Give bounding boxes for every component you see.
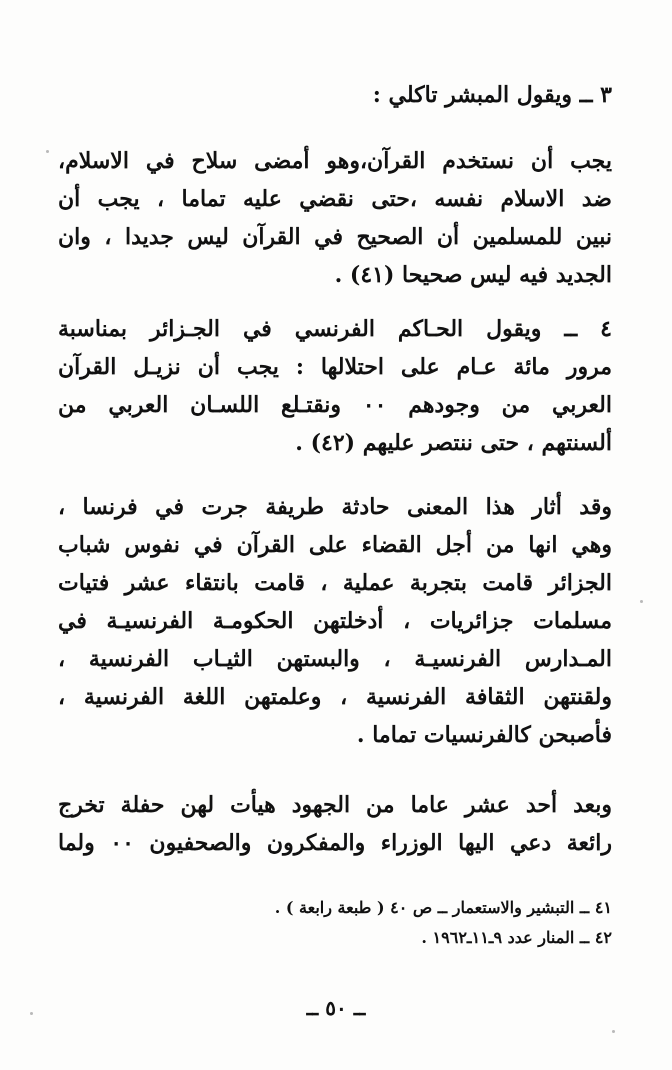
text-line: وبعد أحد عشر عاما من الجهود هيأت لهن حفلة تخرج xyxy=(58,792,612,818)
text-line: الجديد فيه ليس صحيحا (٤١) . xyxy=(334,262,612,288)
section-3-quote xyxy=(58,142,612,294)
text-line: فأصبحن كالفرنسيات تماما . xyxy=(356,722,612,748)
text-line: نبين للمسلمين أن الصحيح في القرآن ليس جديدا ، وان xyxy=(58,224,612,250)
text-line: وهي انها من أجل القضاء على القرآن في نفوس شباب xyxy=(58,532,612,558)
scan-speck xyxy=(640,600,643,603)
scan-speck xyxy=(30,1012,33,1015)
scan-speck xyxy=(612,1030,615,1033)
footnote-42: ٤٢ ــ المنار عدد ٩ـ١١ـ١٩٦٢ . xyxy=(421,928,612,947)
text-line: ألسنتهم ، حتى ننتصر عليهم (٤٢) . xyxy=(295,430,612,456)
text-line: ٤ ــ ويقول الحـاكم الفرنسي في الجـزائر بمناسبة xyxy=(58,316,612,342)
text-line: يجب أن نستخدم القرآن،وهو أمضى سلاح في الاسلام، xyxy=(58,148,612,174)
section-4-paragraph xyxy=(58,310,612,462)
incident-paragraph xyxy=(58,488,612,754)
section-3-heading xyxy=(58,76,612,114)
text-line: العربي من وجودهم ٠٠ ونقتـلع اللسـان العربي من xyxy=(58,392,612,418)
text-line: المـدارس الفرنسيـة ، والبستهن الثيـاب الفرنسية ، xyxy=(58,646,612,672)
heading-line: ٣ ــ ويقول المبشر تاكلي : xyxy=(372,82,612,108)
text-line: ضد الاسلام نفسه ،حتى نقضي عليه تماما ، يجب أن xyxy=(58,186,612,212)
text-line: رائعة دعي اليها الوزراء والمفكرون والصحفيون ٠٠ ولما xyxy=(58,830,612,856)
scan-speck xyxy=(46,150,49,153)
footnotes xyxy=(120,893,612,953)
page-number: ــ ٥٠ ــ xyxy=(306,996,366,1020)
text-line: ولقنتهن الثقافة الفرنسية ، وعلمتهن اللغة الفرنسية ، xyxy=(58,684,612,710)
text-line: وقد أثار هذا المعنى حادثة طريفة جرت في فرنسا ، xyxy=(58,494,612,520)
text-line: مسلمات جزائريات ، أدخلتهن الحكومـة الفرنسيـة في xyxy=(58,608,612,634)
text-line: مرور مائة عـام على احتلالها : يجب أن نزيـل القرآن xyxy=(58,354,612,380)
graduation-paragraph xyxy=(58,786,612,862)
footnote-41: ٤١ ــ التبشير والاستعمار ــ ص ٤٠ ( طبعة رابعة ) . xyxy=(274,898,612,917)
text-line: الجزائر قامت بتجربة عملية ، قامت بانتقاء عشر فتيات xyxy=(58,570,612,596)
